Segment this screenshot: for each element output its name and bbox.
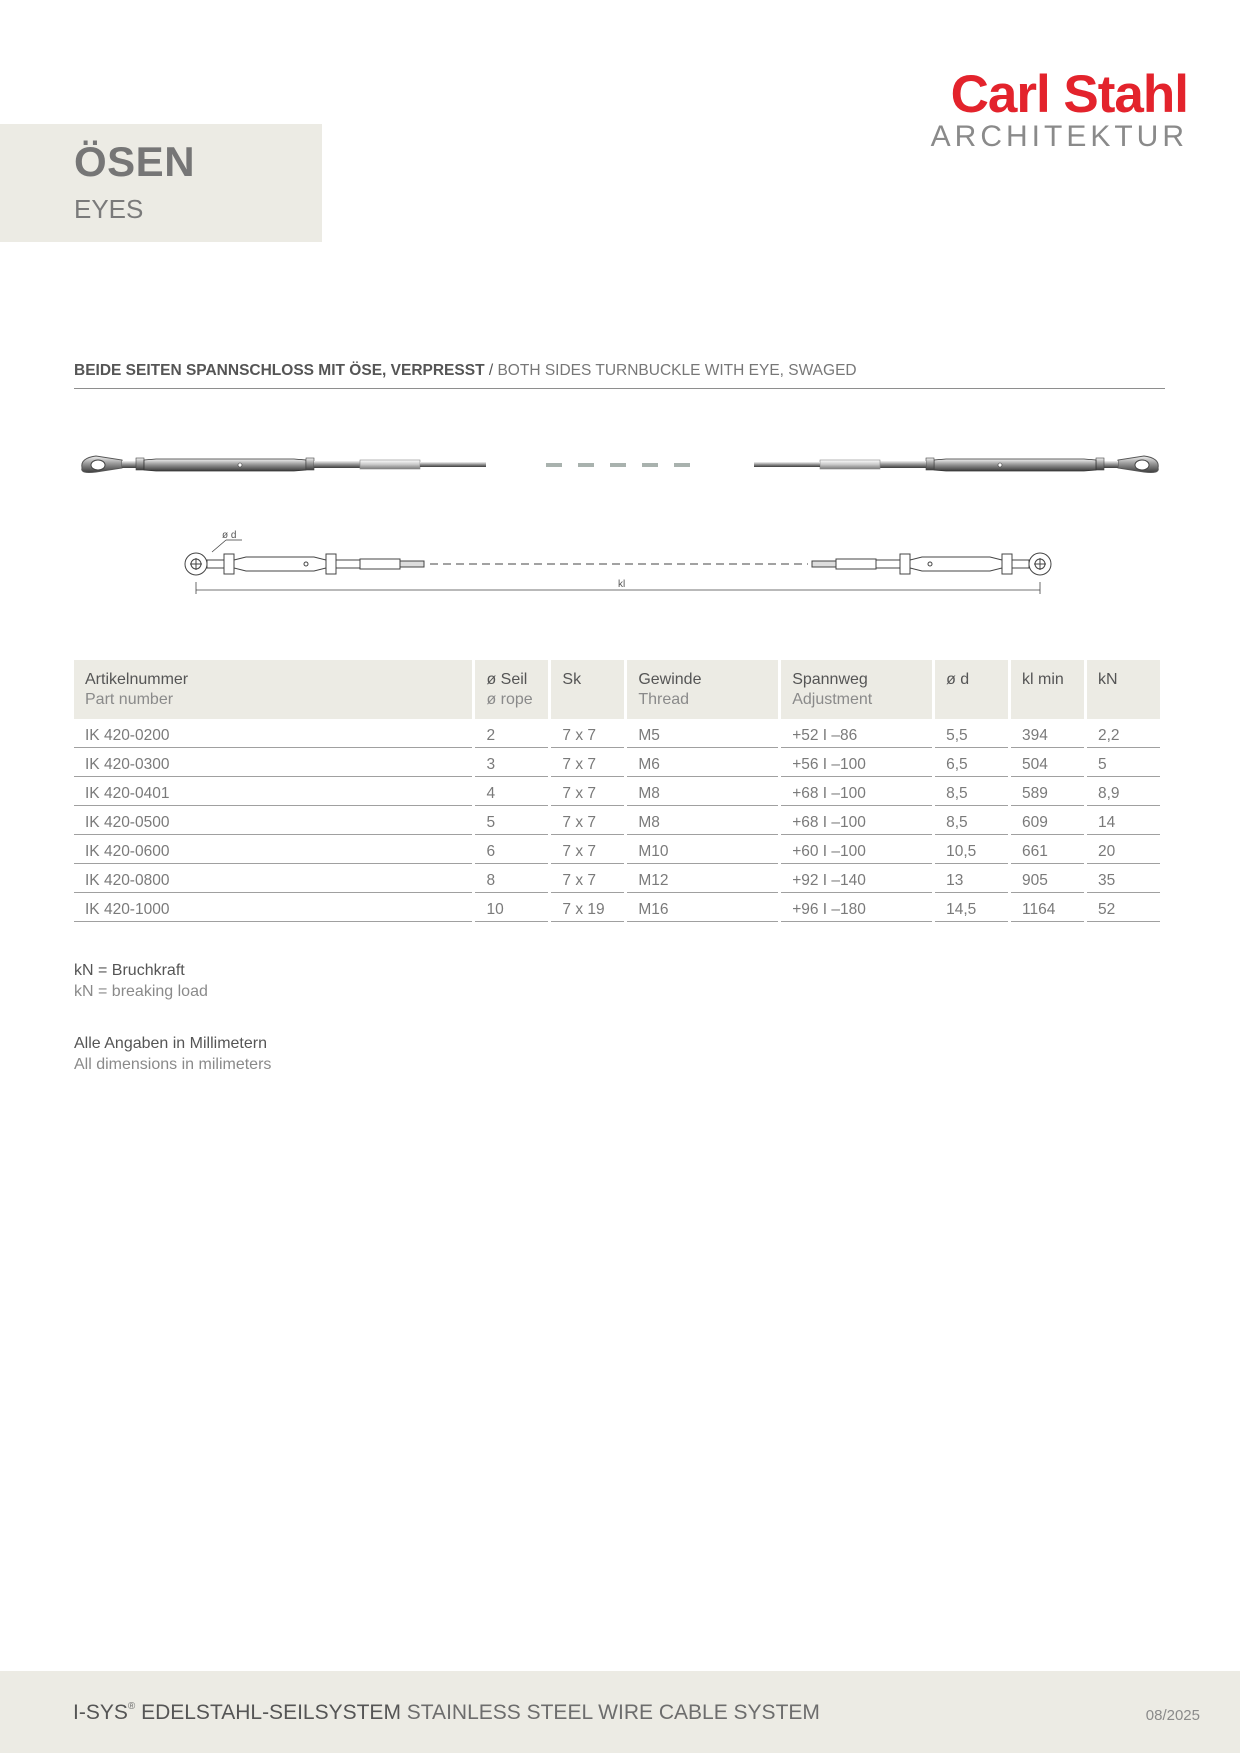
table-body [74,719,1160,922]
spec-table [71,660,1163,922]
table-cell: +52 I –86 [781,719,932,748]
table-header-cell [551,660,624,719]
table-cell: +60 I –100 [781,835,932,864]
table-row [74,806,1160,835]
table-cell: 8,9 [1087,777,1160,806]
table-cell: IK 420-1000 [74,893,472,922]
table-cell: 14 [1087,806,1160,835]
table-cell: IK 420-0401 [74,777,472,806]
header-label-de: Gewinde [638,671,702,688]
table-row [74,893,1160,922]
table-row [74,777,1160,806]
table-cell: +68 I –100 [781,777,932,806]
footer-date: 08/2025 [1145,1707,1200,1724]
section-heading [74,362,857,380]
table-header-cell [935,660,1008,719]
label-diameter: ø d [222,530,237,541]
turnbuckle-photo-left [82,456,486,473]
section-divider [74,388,1165,389]
note-breaking-load [74,960,208,1002]
section-heading-en: BOTH SIDES TURNBUCKLE WITH EYE, SWAGED [497,362,857,379]
turnbuckle-photo-right [754,456,1158,473]
note-dimensions [74,1033,271,1075]
table-cell: IK 420-0200 [74,719,472,748]
note-en: All dimensions in milimeters [74,1056,272,1073]
header-label-de: kN [1097,671,1118,688]
table-cell: 10 [475,893,548,922]
table-cell: 589 [1011,777,1084,806]
header-label-de: Artikelnummer [85,671,189,688]
header-label-de: kl min [1022,671,1064,688]
table-header-cell [1011,660,1084,719]
table-cell: 35 [1087,864,1160,893]
footer-product-en: STAINLESS STEEL WIRE CABLE SYSTEM [406,1701,820,1724]
table-cell: 4 [475,777,548,806]
header-label-de: Spannweg [792,671,868,688]
table-cell: 7 x 7 [551,777,624,806]
table-header-cell [475,660,548,719]
table-cell: 3 [475,748,548,777]
note-en: kN = breaking load [74,983,208,1000]
header-label-en: Thread [638,691,690,708]
table-cell: +96 I –180 [781,893,932,922]
table-cell: 5 [1087,748,1160,777]
header-label-en: Part number [85,691,174,708]
label-length: kl [618,579,626,590]
table-cell: 6,5 [935,748,1008,777]
table-cell: +68 I –100 [781,806,932,835]
table-header-cell [74,660,472,719]
page-title: ÖSEN [74,138,196,185]
note-de: Alle Angaben in Millimetern [74,1035,267,1052]
table-cell: IK 420-0300 [74,748,472,777]
table-cell: 10,5 [935,835,1008,864]
table-cell: 2 [475,719,548,748]
table-cell: M5 [627,719,778,748]
table-cell: IK 420-0500 [74,806,472,835]
note-de: kN = Bruchkraft [74,962,185,979]
table-cell: IK 420-0600 [74,835,472,864]
section-heading-separator: / [488,362,494,379]
table-cell: M8 [627,777,778,806]
table-cell: 5 [475,806,548,835]
table-cell: 2,2 [1087,719,1160,748]
table-cell: 7 x 7 [551,719,624,748]
table-cell: M16 [627,893,778,922]
header-label-de: ø Seil [486,671,528,688]
page-subtitle: EYES [74,194,144,224]
table-cell: +56 I –100 [781,748,932,777]
table-cell: 905 [1011,864,1084,893]
table-header-row [74,660,1160,719]
table-cell: 8,5 [935,777,1008,806]
table-cell: 7 x 7 [551,806,624,835]
product-drawing [74,430,1166,620]
table-cell: 6 [475,835,548,864]
table-row [74,748,1160,777]
header-label-en: Adjustment [792,691,873,708]
brand-logo-name: Carl Stahl [950,65,1188,124]
table-header-cell [627,660,778,719]
table-cell: 7 x 7 [551,748,624,777]
table-cell: M10 [627,835,778,864]
table-cell: 14,5 [935,893,1008,922]
section-heading-de: BEIDE SEITEN SPANNSCHLOSS MIT ÖSE, VERPRESST [74,362,485,379]
table-row [74,864,1160,893]
table-cell: 661 [1011,835,1084,864]
table-cell: 7 x 7 [551,835,624,864]
table-row [74,835,1160,864]
table-cell: 609 [1011,806,1084,835]
brand-logo-sub: ARCHITEKTUR [930,120,1188,153]
footer-product-de: EDELSTAHL-SEILSYSTEM [141,1701,401,1724]
table-cell: 394 [1011,719,1084,748]
table-cell: +92 I –140 [781,864,932,893]
table-cell: IK 420-0800 [74,864,472,893]
header-label-de: Sk [562,671,582,688]
table-cell: 8 [475,864,548,893]
footer-product-line [73,1701,820,1725]
table-row [74,719,1160,748]
table-cell: 7 x 7 [551,864,624,893]
table-cell: 7 x 19 [551,893,624,922]
footer-brand: I-SYS [73,1701,128,1724]
table-cell: 13 [935,864,1008,893]
footer-registered-mark: ® [127,1701,136,1712]
table-cell: 504 [1011,748,1084,777]
table-cell: M6 [627,748,778,777]
table-cell: 1164 [1011,893,1084,922]
table-header-cell [781,660,932,719]
table-cell: M12 [627,864,778,893]
table-cell: 5,5 [935,719,1008,748]
header-label-en: ø rope [486,691,533,708]
table-cell: M8 [627,806,778,835]
table-header-cell [1087,660,1160,719]
table-cell: 8,5 [935,806,1008,835]
table-cell: 52 [1087,893,1160,922]
table-cell: 20 [1087,835,1160,864]
header-label-de: ø d [946,671,970,688]
